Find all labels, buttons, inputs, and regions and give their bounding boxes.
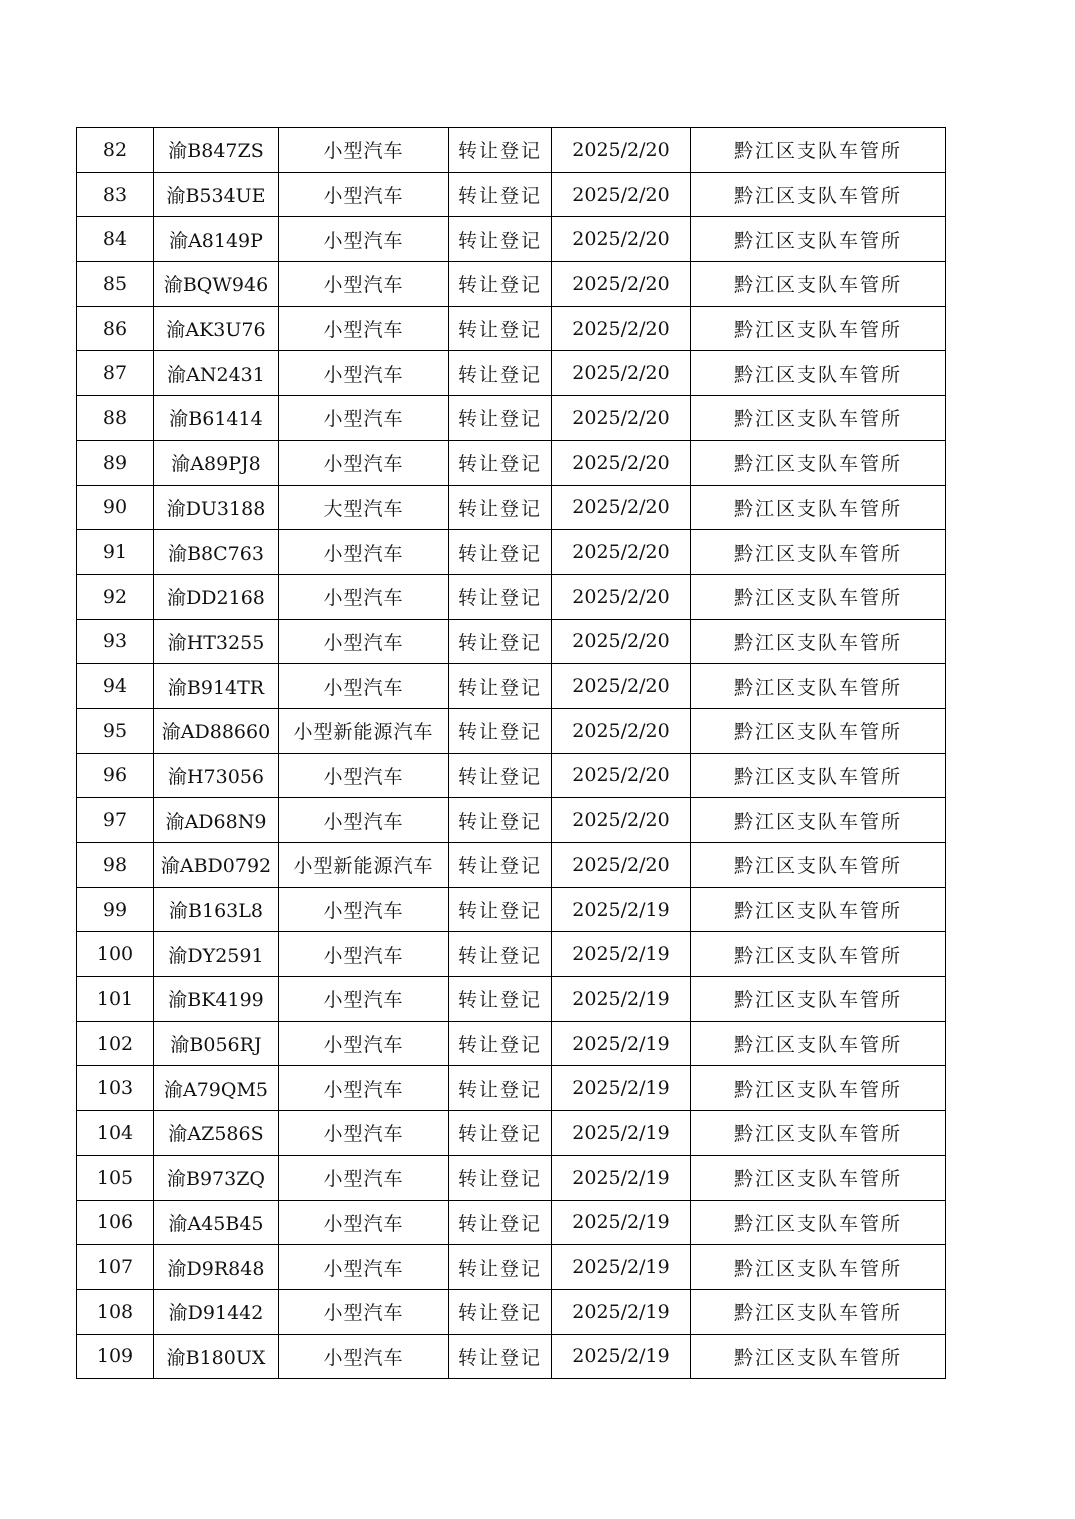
plate-number-cell: 渝A45B45 bbox=[154, 1200, 279, 1245]
table-row bbox=[77, 262, 946, 307]
office-cell: 黔江区支队车管所 bbox=[691, 485, 946, 530]
plate-number-cell: 渝D9R848 bbox=[154, 1245, 279, 1290]
office-cell: 黔江区支队车管所 bbox=[691, 172, 946, 217]
office-cell: 黔江区支队车管所 bbox=[691, 798, 946, 843]
business-type-cell: 转让登记 bbox=[449, 396, 552, 441]
date-cell: 2025/2/19 bbox=[552, 1334, 691, 1379]
date-cell: 2025/2/20 bbox=[552, 485, 691, 530]
date-cell: 2025/2/20 bbox=[552, 396, 691, 441]
table-row bbox=[77, 306, 946, 351]
vehicle-type-cell: 小型汽车 bbox=[279, 1155, 449, 1200]
plate-number-cell: 渝AZ586S bbox=[154, 1111, 279, 1156]
business-type-cell: 转让登记 bbox=[449, 351, 552, 396]
office-cell: 黔江区支队车管所 bbox=[691, 1200, 946, 1245]
row-number-cell: 85 bbox=[77, 262, 154, 307]
business-type-cell: 转让登记 bbox=[449, 128, 552, 173]
row-number-cell: 82 bbox=[77, 128, 154, 173]
business-type-cell: 转让登记 bbox=[449, 574, 552, 619]
plate-number-cell: 渝B056RJ bbox=[154, 1021, 279, 1066]
vehicle-type-cell: 小型汽车 bbox=[279, 1334, 449, 1379]
date-cell: 2025/2/20 bbox=[552, 217, 691, 262]
vehicle-type-cell: 小型汽车 bbox=[279, 396, 449, 441]
vehicle-type-cell: 小型汽车 bbox=[279, 217, 449, 262]
table-row bbox=[77, 1111, 946, 1156]
business-type-cell: 转让登记 bbox=[449, 708, 552, 753]
business-type-cell: 转让登记 bbox=[449, 1066, 552, 1111]
vehicle-type-cell: 小型汽车 bbox=[279, 619, 449, 664]
row-number-cell: 109 bbox=[77, 1334, 154, 1379]
office-cell: 黔江区支队车管所 bbox=[691, 1066, 946, 1111]
plate-number-cell: 渝BQW946 bbox=[154, 262, 279, 307]
plate-number-cell: 渝ABD0792 bbox=[154, 843, 279, 888]
row-number-cell: 102 bbox=[77, 1021, 154, 1066]
date-cell: 2025/2/20 bbox=[552, 753, 691, 798]
date-cell: 2025/2/19 bbox=[552, 1155, 691, 1200]
row-number-cell: 98 bbox=[77, 843, 154, 888]
vehicle-type-cell: 小型汽车 bbox=[279, 887, 449, 932]
date-cell: 2025/2/20 bbox=[552, 172, 691, 217]
plate-number-cell: 渝B180UX bbox=[154, 1334, 279, 1379]
plate-number-cell: 渝A8149P bbox=[154, 217, 279, 262]
plate-number-cell: 渝DU3188 bbox=[154, 485, 279, 530]
table-row bbox=[77, 530, 946, 575]
row-number-cell: 86 bbox=[77, 306, 154, 351]
row-number-cell: 104 bbox=[77, 1111, 154, 1156]
date-cell: 2025/2/20 bbox=[552, 262, 691, 307]
table-row bbox=[77, 1200, 946, 1245]
table-row bbox=[77, 172, 946, 217]
row-number-cell: 93 bbox=[77, 619, 154, 664]
table-row bbox=[77, 664, 946, 709]
date-cell: 2025/2/20 bbox=[552, 843, 691, 888]
office-cell: 黔江区支队车管所 bbox=[691, 1111, 946, 1156]
table-row bbox=[77, 843, 946, 888]
plate-number-cell: 渝B534UE bbox=[154, 172, 279, 217]
row-number-cell: 105 bbox=[77, 1155, 154, 1200]
plate-number-cell: 渝AK3U76 bbox=[154, 306, 279, 351]
date-cell: 2025/2/19 bbox=[552, 1021, 691, 1066]
plate-number-cell: 渝B973ZQ bbox=[154, 1155, 279, 1200]
table-row bbox=[77, 217, 946, 262]
table-row bbox=[77, 1334, 946, 1379]
row-number-cell: 95 bbox=[77, 708, 154, 753]
date-cell: 2025/2/20 bbox=[552, 306, 691, 351]
plate-number-cell: 渝HT3255 bbox=[154, 619, 279, 664]
office-cell: 黔江区支队车管所 bbox=[691, 530, 946, 575]
table-row bbox=[77, 1245, 946, 1290]
business-type-cell: 转让登记 bbox=[449, 977, 552, 1022]
vehicle-type-cell: 小型新能源汽车 bbox=[279, 843, 449, 888]
table-row bbox=[77, 977, 946, 1022]
table-row bbox=[77, 619, 946, 664]
business-type-cell: 转让登记 bbox=[449, 262, 552, 307]
date-cell: 2025/2/19 bbox=[552, 932, 691, 977]
date-cell: 2025/2/20 bbox=[552, 619, 691, 664]
office-cell: 黔江区支队车管所 bbox=[691, 1021, 946, 1066]
business-type-cell: 转让登记 bbox=[449, 798, 552, 843]
business-type-cell: 转让登记 bbox=[449, 753, 552, 798]
business-type-cell: 转让登记 bbox=[449, 664, 552, 709]
row-number-cell: 101 bbox=[77, 977, 154, 1022]
business-type-cell: 转让登记 bbox=[449, 217, 552, 262]
office-cell: 黔江区支队车管所 bbox=[691, 217, 946, 262]
vehicle-type-cell: 小型汽车 bbox=[279, 1111, 449, 1156]
office-cell: 黔江区支队车管所 bbox=[691, 664, 946, 709]
business-type-cell: 转让登记 bbox=[449, 485, 552, 530]
business-type-cell: 转让登记 bbox=[449, 1021, 552, 1066]
business-type-cell: 转让登记 bbox=[449, 619, 552, 664]
vehicle-type-cell: 小型汽车 bbox=[279, 574, 449, 619]
business-type-cell: 转让登记 bbox=[449, 1334, 552, 1379]
table-row bbox=[77, 1155, 946, 1200]
office-cell: 黔江区支队车管所 bbox=[691, 440, 946, 485]
plate-number-cell: 渝BK4199 bbox=[154, 977, 279, 1022]
row-number-cell: 90 bbox=[77, 485, 154, 530]
vehicle-type-cell: 小型汽车 bbox=[279, 530, 449, 575]
date-cell: 2025/2/20 bbox=[552, 128, 691, 173]
table-row bbox=[77, 708, 946, 753]
office-cell: 黔江区支队车管所 bbox=[691, 1289, 946, 1334]
office-cell: 黔江区支队车管所 bbox=[691, 619, 946, 664]
row-number-cell: 83 bbox=[77, 172, 154, 217]
plate-number-cell: 渝A79QM5 bbox=[154, 1066, 279, 1111]
row-number-cell: 91 bbox=[77, 530, 154, 575]
business-type-cell: 转让登记 bbox=[449, 932, 552, 977]
table-row bbox=[77, 351, 946, 396]
date-cell: 2025/2/19 bbox=[552, 1066, 691, 1111]
vehicle-type-cell: 小型汽车 bbox=[279, 1200, 449, 1245]
vehicle-type-cell: 小型汽车 bbox=[279, 932, 449, 977]
business-type-cell: 转让登记 bbox=[449, 440, 552, 485]
vehicle-type-cell: 小型汽车 bbox=[279, 351, 449, 396]
office-cell: 黔江区支队车管所 bbox=[691, 396, 946, 441]
vehicle-type-cell: 小型汽车 bbox=[279, 798, 449, 843]
office-cell: 黔江区支队车管所 bbox=[691, 1334, 946, 1379]
table-row bbox=[77, 574, 946, 619]
plate-number-cell: 渝B8C763 bbox=[154, 530, 279, 575]
vehicle-type-cell: 小型汽车 bbox=[279, 1245, 449, 1290]
plate-number-cell: 渝B61414 bbox=[154, 396, 279, 441]
vehicle-type-cell: 大型汽车 bbox=[279, 485, 449, 530]
row-number-cell: 87 bbox=[77, 351, 154, 396]
business-type-cell: 转让登记 bbox=[449, 530, 552, 575]
date-cell: 2025/2/20 bbox=[552, 351, 691, 396]
plate-number-cell: 渝B847ZS bbox=[154, 128, 279, 173]
office-cell: 黔江区支队车管所 bbox=[691, 753, 946, 798]
table-row bbox=[77, 440, 946, 485]
row-number-cell: 89 bbox=[77, 440, 154, 485]
table-row bbox=[77, 798, 946, 843]
business-type-cell: 转让登记 bbox=[449, 172, 552, 217]
date-cell: 2025/2/19 bbox=[552, 1200, 691, 1245]
table-row bbox=[77, 932, 946, 977]
vehicle-type-cell: 小型新能源汽车 bbox=[279, 708, 449, 753]
vehicle-type-cell: 小型汽车 bbox=[279, 172, 449, 217]
table-row bbox=[77, 128, 946, 173]
table-row bbox=[77, 753, 946, 798]
plate-number-cell: 渝DD2168 bbox=[154, 574, 279, 619]
business-type-cell: 转让登记 bbox=[449, 1200, 552, 1245]
vehicle-type-cell: 小型汽车 bbox=[279, 440, 449, 485]
office-cell: 黔江区支队车管所 bbox=[691, 977, 946, 1022]
table-row bbox=[77, 887, 946, 932]
table-row bbox=[77, 485, 946, 530]
row-number-cell: 88 bbox=[77, 396, 154, 441]
plate-number-cell: 渝B163L8 bbox=[154, 887, 279, 932]
vehicle-type-cell: 小型汽车 bbox=[279, 1066, 449, 1111]
table-body bbox=[77, 128, 946, 1379]
business-type-cell: 转让登记 bbox=[449, 306, 552, 351]
vehicle-type-cell: 小型汽车 bbox=[279, 262, 449, 307]
business-type-cell: 转让登记 bbox=[449, 1111, 552, 1156]
office-cell: 黔江区支队车管所 bbox=[691, 1155, 946, 1200]
business-type-cell: 转让登记 bbox=[449, 1289, 552, 1334]
vehicle-type-cell: 小型汽车 bbox=[279, 977, 449, 1022]
row-number-cell: 96 bbox=[77, 753, 154, 798]
plate-number-cell: 渝A89PJ8 bbox=[154, 440, 279, 485]
row-number-cell: 107 bbox=[77, 1245, 154, 1290]
office-cell: 黔江区支队车管所 bbox=[691, 128, 946, 173]
row-number-cell: 103 bbox=[77, 1066, 154, 1111]
plate-number-cell: 渝H73056 bbox=[154, 753, 279, 798]
office-cell: 黔江区支队车管所 bbox=[691, 843, 946, 888]
plate-number-cell: 渝AD88660 bbox=[154, 708, 279, 753]
date-cell: 2025/2/20 bbox=[552, 798, 691, 843]
vehicle-type-cell: 小型汽车 bbox=[279, 664, 449, 709]
office-cell: 黔江区支队车管所 bbox=[691, 306, 946, 351]
vehicle-type-cell: 小型汽车 bbox=[279, 753, 449, 798]
date-cell: 2025/2/19 bbox=[552, 887, 691, 932]
office-cell: 黔江区支队车管所 bbox=[691, 1245, 946, 1290]
date-cell: 2025/2/19 bbox=[552, 1111, 691, 1156]
business-type-cell: 转让登记 bbox=[449, 1245, 552, 1290]
date-cell: 2025/2/19 bbox=[552, 977, 691, 1022]
row-number-cell: 97 bbox=[77, 798, 154, 843]
office-cell: 黔江区支队车管所 bbox=[691, 351, 946, 396]
vehicle-type-cell: 小型汽车 bbox=[279, 306, 449, 351]
vehicle-registration-table bbox=[76, 127, 946, 1379]
row-number-cell: 99 bbox=[77, 887, 154, 932]
office-cell: 黔江区支队车管所 bbox=[691, 887, 946, 932]
plate-number-cell: 渝DY2591 bbox=[154, 932, 279, 977]
date-cell: 2025/2/19 bbox=[552, 1245, 691, 1290]
date-cell: 2025/2/20 bbox=[552, 530, 691, 575]
row-number-cell: 94 bbox=[77, 664, 154, 709]
row-number-cell: 106 bbox=[77, 1200, 154, 1245]
row-number-cell: 84 bbox=[77, 217, 154, 262]
business-type-cell: 转让登记 bbox=[449, 887, 552, 932]
vehicle-type-cell: 小型汽车 bbox=[279, 1289, 449, 1334]
table-row bbox=[77, 396, 946, 441]
date-cell: 2025/2/20 bbox=[552, 708, 691, 753]
plate-number-cell: 渝D91442 bbox=[154, 1289, 279, 1334]
table-row bbox=[77, 1289, 946, 1334]
table-row bbox=[77, 1021, 946, 1066]
plate-number-cell: 渝B914TR bbox=[154, 664, 279, 709]
office-cell: 黔江区支队车管所 bbox=[691, 574, 946, 619]
plate-number-cell: 渝AD68N9 bbox=[154, 798, 279, 843]
office-cell: 黔江区支队车管所 bbox=[691, 262, 946, 307]
row-number-cell: 92 bbox=[77, 574, 154, 619]
business-type-cell: 转让登记 bbox=[449, 1155, 552, 1200]
table-row bbox=[77, 1066, 946, 1111]
row-number-cell: 108 bbox=[77, 1289, 154, 1334]
date-cell: 2025/2/20 bbox=[552, 664, 691, 709]
business-type-cell: 转让登记 bbox=[449, 843, 552, 888]
plate-number-cell: 渝AN2431 bbox=[154, 351, 279, 396]
office-cell: 黔江区支队车管所 bbox=[691, 708, 946, 753]
date-cell: 2025/2/19 bbox=[552, 1289, 691, 1334]
date-cell: 2025/2/20 bbox=[552, 440, 691, 485]
office-cell: 黔江区支队车管所 bbox=[691, 932, 946, 977]
date-cell: 2025/2/20 bbox=[552, 574, 691, 619]
vehicle-type-cell: 小型汽车 bbox=[279, 128, 449, 173]
vehicle-type-cell: 小型汽车 bbox=[279, 1021, 449, 1066]
row-number-cell: 100 bbox=[77, 932, 154, 977]
